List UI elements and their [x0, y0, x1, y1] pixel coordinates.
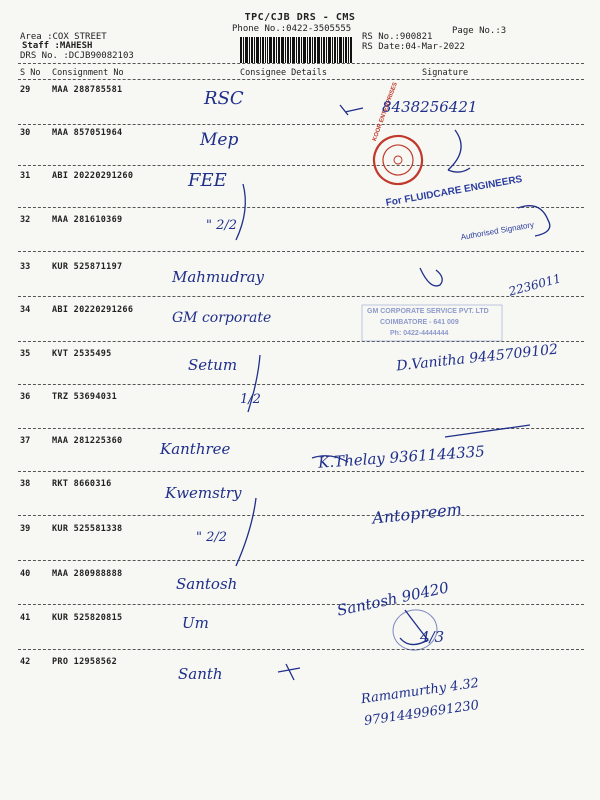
consignee-handwriting: Mep [200, 130, 239, 150]
gm-stamp-phone: Ph: 0422-4444444 [390, 330, 449, 337]
row-sno: 32 [20, 215, 31, 225]
row-divider [18, 341, 584, 342]
round-seal-text: KOOR ENTERPRISES [372, 81, 399, 143]
row-sno: 30 [20, 128, 31, 138]
signature-handwriting: K.Thelay 9361144335 [317, 442, 486, 472]
row-divider [18, 124, 584, 125]
consignee-handwriting: Mahmudray [172, 268, 265, 286]
header-rule [18, 79, 584, 80]
row-consignment: ABI 20220291266 [52, 305, 134, 315]
row-sno: 39 [20, 524, 31, 534]
row-consignment: KUR 525820815 [52, 613, 123, 623]
signature-handwriting: Santosh 90420 [335, 578, 451, 620]
consignee-handwriting: GM corporate [172, 310, 272, 326]
header-rule [18, 63, 584, 64]
rs-date: RS Date:04-Mar-2022 [362, 42, 465, 52]
consignee-handwriting: Kwemstry [165, 484, 242, 502]
row-divider [18, 471, 584, 472]
page-number: Page No.:3 [452, 26, 507, 36]
row-sno: 34 [20, 305, 31, 315]
consignee-handwriting: Santh [178, 665, 223, 683]
consignee-handwriting: " 2/2 [196, 530, 228, 545]
sheet-title: TPC/CJB DRS - CMS [244, 12, 356, 23]
row-consignment: MAA 857051964 [52, 128, 123, 138]
consignee-handwriting: Santosh [176, 575, 238, 593]
consignee-handwriting: 1/2 [240, 392, 261, 407]
row-consignment: MAA 281225360 [52, 436, 123, 446]
row-divider [18, 165, 584, 166]
row-divider [18, 649, 584, 650]
row-sno: 29 [20, 85, 31, 95]
fluidcare-stamp-name: For FLUIDCARE ENGINEERS [385, 173, 524, 209]
phone-number: Phone No.:0422-3505555 [232, 24, 352, 34]
row-sno: 31 [20, 171, 31, 181]
row-divider [18, 251, 584, 252]
gm-stamp-city: COIMBATORE - 641 009 [380, 319, 459, 326]
row-sno: 42 [20, 657, 31, 667]
signature-handwriting: 2236011 [507, 271, 563, 299]
col-signature: Signature [422, 68, 469, 78]
row-sno: 40 [20, 569, 31, 579]
row-divider [18, 296, 584, 297]
col-consignee: Consignee Details [240, 68, 327, 78]
row-consignment: KUR 525871197 [52, 262, 123, 272]
row-consignment: KUR 525581338 [52, 524, 123, 534]
col-sno: S No [20, 68, 41, 78]
row-divider [18, 207, 584, 208]
rs-number: RS No.:900821 [362, 32, 433, 42]
row-consignment: MAA 280988888 [52, 569, 123, 579]
consignee-handwriting: FEE [188, 170, 227, 191]
row-divider [18, 428, 584, 429]
row-divider [18, 384, 584, 385]
row-divider [18, 560, 584, 561]
gm-stamp-name: GM CORPORATE SERVICE PVT. LTD [367, 308, 489, 315]
signature-handwriting: Ramamurthy 4.32 97914499691230 [360, 675, 480, 729]
fluidcare-stamp-role: Authorised Signatory [460, 220, 535, 242]
row-consignment: MAA 281610369 [52, 215, 123, 225]
row-divider [18, 604, 584, 605]
col-consignment: Consignment No [52, 68, 124, 78]
row-sno: 33 [20, 262, 31, 272]
consignee-handwriting: Um [182, 614, 209, 632]
signature-handwriting: 4/3 [420, 628, 445, 646]
row-sno: 41 [20, 613, 31, 623]
consignee-handwriting: Kanthree [160, 440, 231, 458]
signature-handwriting: 8438256421 [382, 98, 478, 116]
row-sno: 37 [20, 436, 31, 446]
row-consignment: KVT 2535495 [52, 349, 112, 359]
consignee-handwriting: " 2/2 [206, 218, 238, 233]
row-consignment: ABI 20220291260 [52, 171, 134, 181]
row-sno: 35 [20, 349, 31, 359]
signature-handwriting: D.Vanitha 9445709102 [395, 341, 559, 375]
consignee-handwriting: Setum [188, 356, 238, 374]
consignee-handwriting: RSC [204, 88, 244, 109]
row-consignment: TRZ 53694031 [52, 392, 118, 402]
drs-number: DRS No. :DCJB90082103 [20, 51, 134, 61]
barcode [240, 37, 352, 63]
row-divider [18, 515, 584, 516]
signature-handwriting: Antopreem [371, 499, 463, 528]
row-consignment: PRO 12958562 [52, 657, 118, 667]
row-sno: 36 [20, 392, 31, 402]
area-label: Area :COX STREET [20, 32, 107, 42]
staff-label: Staff :MAHESH [22, 41, 93, 51]
row-consignment: RKT 8660316 [52, 479, 112, 489]
row-consignment: MAA 288785581 [52, 85, 123, 95]
row-sno: 38 [20, 479, 31, 489]
